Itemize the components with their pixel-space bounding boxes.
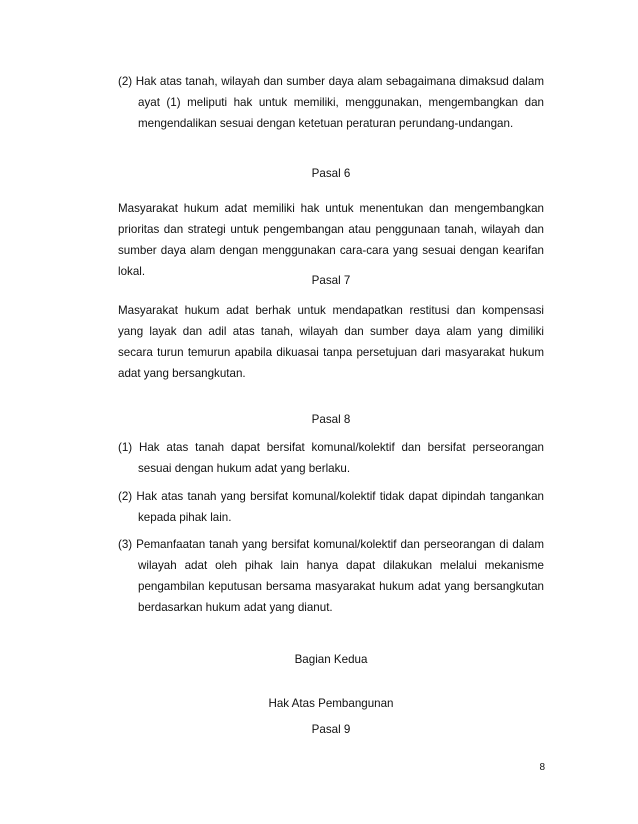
pasal5-item-2-block [118, 71, 544, 134]
pasal6-heading: Pasal 6 [311, 167, 351, 180]
pasal8-item-1-block [118, 437, 544, 479]
pasal9-heading: Pasal 9 [311, 723, 351, 736]
pasal7-heading: Pasal 7 [311, 274, 351, 287]
pasal8-item-3: (3) Pemanfaatan tanah yang bersifat komunal/kolektif dan perseorangan di dalam wilayah adat oleh pihak lain hanya dapat dilakukan melalui mekanisme pengambilan keputusan bersama masyarakat hukum adat yang bersangkutan berdasarkan hukum adat yang dianut. [118, 538, 544, 614]
pasal8-item-2: (2) Hak atas tanah yang bersifat komunal/kolektif tidak dapat dipindah tangankan kepada pihak lain. [118, 490, 544, 524]
bagian-heading: Bagian Kedua [294, 653, 368, 666]
pasal8-item-2-block [118, 486, 544, 528]
bagian-title: Hak Atas Pembangunan [268, 697, 394, 710]
pasal7-paragraph: Masyarakat hukum adat berhak untuk mendapatkan restitusi dan kompensasi yang layak dan adil atas tanah, wilayah dan sumber daya alam yang dimiliki secara turun temurun apabila dikuasai tanpa persetujuan dari masyarakat hukum adat yang bersangkutan. [118, 304, 544, 380]
pasal6-block [118, 198, 544, 282]
pasal6-paragraph: Masyarakat hukum adat memiliki hak untuk menentukan dan mengembangkan prioritas dan strategi untuk pengembangan atau penggunaan tanah, wilayah dan sumber daya alam dengan menggunakan cara-cara yang sesuai dengan kearifan lokal. [118, 202, 544, 278]
pasal5-item-2: (2) Hak atas tanah, wilayah dan sumber daya alam sebagaimana dimaksud dalam ayat (1) meliputi hak untuk memiliki, menggunakan, mengembangkan dan mengendalikan sesuai dengan ketetuan peraturan perundang-undangan. [118, 75, 544, 130]
pasal7-block [118, 300, 544, 384]
pasal8-item-3-block [118, 534, 544, 618]
pasal8-item-1: (1) Hak atas tanah dapat bersifat komunal/kolektif dan bersifat perseorangan sesuai dengan hukum adat yang berlaku. [118, 441, 544, 475]
pasal8-heading: Pasal 8 [311, 413, 351, 426]
page-number: 8 [539, 762, 545, 773]
